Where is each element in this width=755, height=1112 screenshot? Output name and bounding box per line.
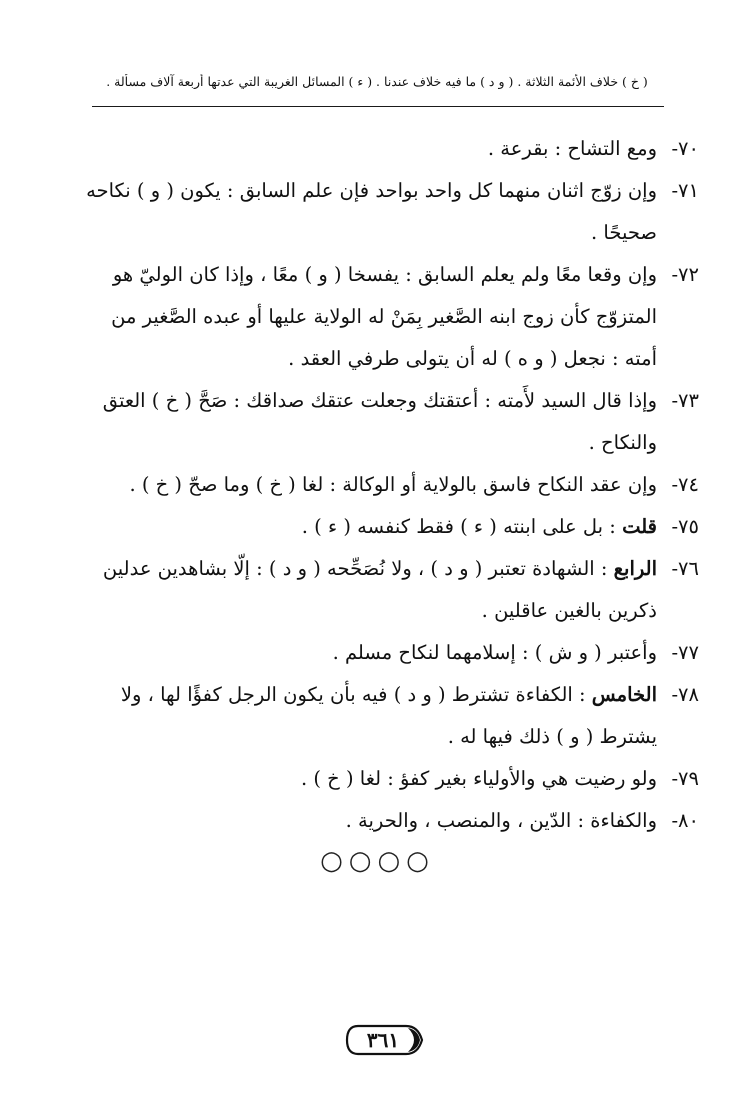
text-entry [79, 758, 699, 800]
entry-body [79, 170, 657, 254]
entry-text: وأعتبر ( و ش ) : إسلامهما لنكاح مسلم . [332, 641, 657, 664]
entry-body [79, 506, 657, 548]
entry-number: ٧٢- [671, 263, 699, 286]
entry-heading: قلت [622, 515, 657, 538]
entry-number: ٧٦- [671, 557, 699, 580]
entry-text: : الكفاءة تشترط ( و د ) فيه بأن يكون الرجل كفؤًا لها ، ولا يشترط ( و ) ذلك فيها له . [120, 683, 657, 748]
text-entry [79, 506, 699, 548]
entry-body [79, 254, 657, 380]
entry-heading: الخامس [591, 683, 657, 706]
running-header: ( خ ) خلاف الأئمة الثلاثة . ( و د ) ما فيه خلاف عندنا . ( ء ) المسائل الغريبة التي عدتها أربعة آلاف مسألة . [106, 74, 648, 89]
text-entry [79, 464, 699, 506]
entry-text: : بل على ابنته ( ء ) فقط كنفسه ( ء ) . [301, 515, 623, 538]
entry-text: وإن وقعا معًا ولم يعلم السابق : يفسخا ( و ) معًا ، وإذا كان الوليّ هو المتزوّج كأن زوج ابنه الصَّغير بِمَنْ له الولاية عليها أو عبده الصَّغير من أمته : نجعل ( و ه ) له أن يتولى طرفي العقد . [111, 263, 657, 370]
entry-number: ٧٩- [671, 767, 699, 790]
entry-number: ٧٨- [671, 683, 699, 706]
entry-body [79, 548, 657, 632]
entry-number: ٧٣- [671, 389, 699, 412]
text-entry [79, 548, 699, 632]
entry-text: ومع التشاح : بقرعة . [487, 137, 657, 160]
text-entry [79, 632, 699, 674]
entry-text: : الشهادة تعتبر ( و د ) ، ولا نُصَحِّحه ( و د ) : إلّا بشاهدين عدلين ذكرين بالغين عاقلين . [102, 557, 657, 622]
page-number: ٣٦١ [366, 1028, 400, 1052]
text-entry [79, 380, 699, 464]
entry-body [79, 128, 657, 170]
entry-text: وإذا قال السيد لأَمته : أعتقتك وجعلت عتقك صداقك : صَحَّ ( خ ) العتق والنكاح . [102, 389, 657, 454]
entry-number: ٨٠- [671, 809, 699, 832]
main-text [79, 128, 699, 842]
entry-heading: الرابع [613, 557, 657, 580]
entry-body [79, 758, 657, 800]
text-entry [79, 674, 699, 758]
entry-body [79, 632, 657, 674]
section-end-ornament: ○○○○ [320, 846, 435, 876]
entry-number: ٧٤- [671, 473, 699, 496]
entry-body [79, 800, 657, 842]
entry-text: وإن عقد النكاح فاسق بالولاية أو الوكالة : لغا ( خ ) وما صحّ ( خ ) . [129, 473, 657, 496]
entry-number: ٧٠- [671, 137, 699, 160]
page-number-badge [344, 1022, 424, 1058]
entry-body [79, 464, 657, 506]
entry-body [79, 380, 657, 464]
entry-text: والكفاءة : الدّين ، والمنصب ، والحرية . [345, 809, 657, 832]
header-rule [92, 106, 664, 107]
text-entry [79, 128, 699, 170]
entry-number: ٧١- [671, 179, 699, 202]
text-entry [79, 800, 699, 842]
text-entry [79, 170, 699, 254]
entry-text: وإن زوّج اثنان منهما كل واحد بواحد فإن علم السابق : يكون ( و ) نكاحه صحيحًا . [86, 179, 657, 244]
entry-number: ٧٧- [671, 641, 699, 664]
entry-text: ولو رضيت هي والأولياء بغير كفؤ : لغا ( خ ) . [300, 767, 657, 790]
text-entry [79, 254, 699, 380]
entry-number: ٧٥- [671, 515, 699, 538]
entry-body [79, 674, 657, 758]
